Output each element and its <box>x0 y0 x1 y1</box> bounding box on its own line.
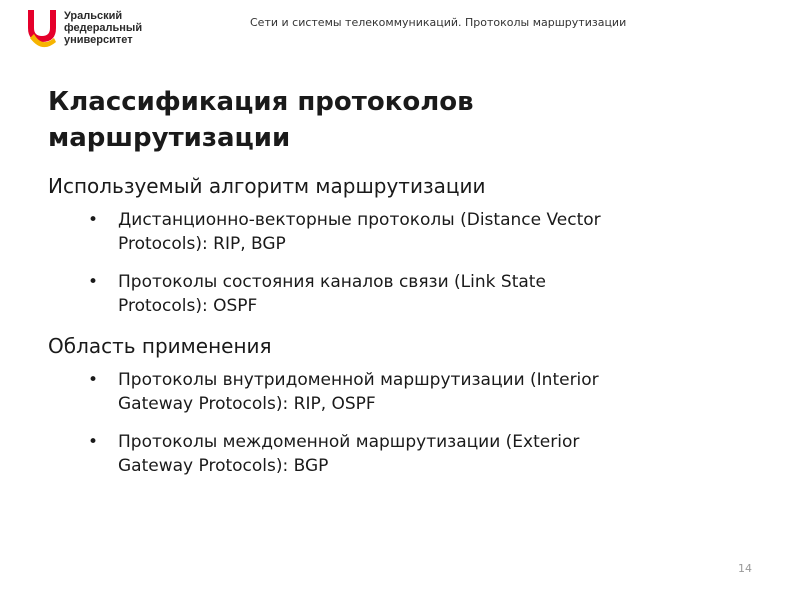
list-item-line-1: Протоколы внутридоменной маршрутизации (Interior <box>118 370 599 390</box>
logo-text <box>64 10 142 46</box>
page-number: 14 <box>738 562 752 575</box>
list-item <box>48 368 758 416</box>
header-title: Сети и системы телекоммуникаций. Протоколы маршрутизации <box>250 16 627 29</box>
list-item-line-2: Protocols): OSPF <box>118 296 258 316</box>
ural-logo-mark-icon <box>24 8 60 48</box>
section-heading: Область применения <box>48 334 272 358</box>
bullet-icon: • <box>88 272 99 292</box>
list-item-line-1: Дистанционно-векторные протоколы (Distance Vector <box>118 210 601 230</box>
section-heading: Используемый алгоритм маршрутизации <box>48 174 486 198</box>
section-algorithm <box>48 172 768 318</box>
slide-title-line-2: маршрутизации <box>48 123 291 153</box>
list-item-line-1: Протоколы междоменной маршрутизации (Exterior <box>118 432 580 452</box>
bullet-icon: • <box>88 432 99 452</box>
logo-line-2: федеральный <box>64 22 143 34</box>
bullet-icon: • <box>88 210 99 230</box>
list-item-line-1: Протоколы состояния каналов связи (Link State <box>118 272 546 292</box>
bullet-list <box>48 368 768 478</box>
list-item-line-2: Gateway Protocols): RIP, OSPF <box>118 394 376 414</box>
logo-line-3: университет <box>64 34 133 46</box>
list-item-line-2: Protocols): RIP, BGP <box>118 234 286 254</box>
bullet-icon: • <box>88 370 99 390</box>
list-item <box>48 430 758 478</box>
slide-content <box>48 172 768 492</box>
slide-title-line-1: Классификация протоколов <box>48 87 474 117</box>
bullet-list <box>48 208 768 318</box>
logo-line-1: Уральский <box>64 10 123 22</box>
slide-title <box>48 84 748 156</box>
list-item-line-2: Gateway Protocols): BGP <box>118 456 329 476</box>
list-item <box>48 208 758 256</box>
section-scope <box>48 332 768 478</box>
list-item <box>48 270 758 318</box>
university-logo <box>24 8 234 48</box>
